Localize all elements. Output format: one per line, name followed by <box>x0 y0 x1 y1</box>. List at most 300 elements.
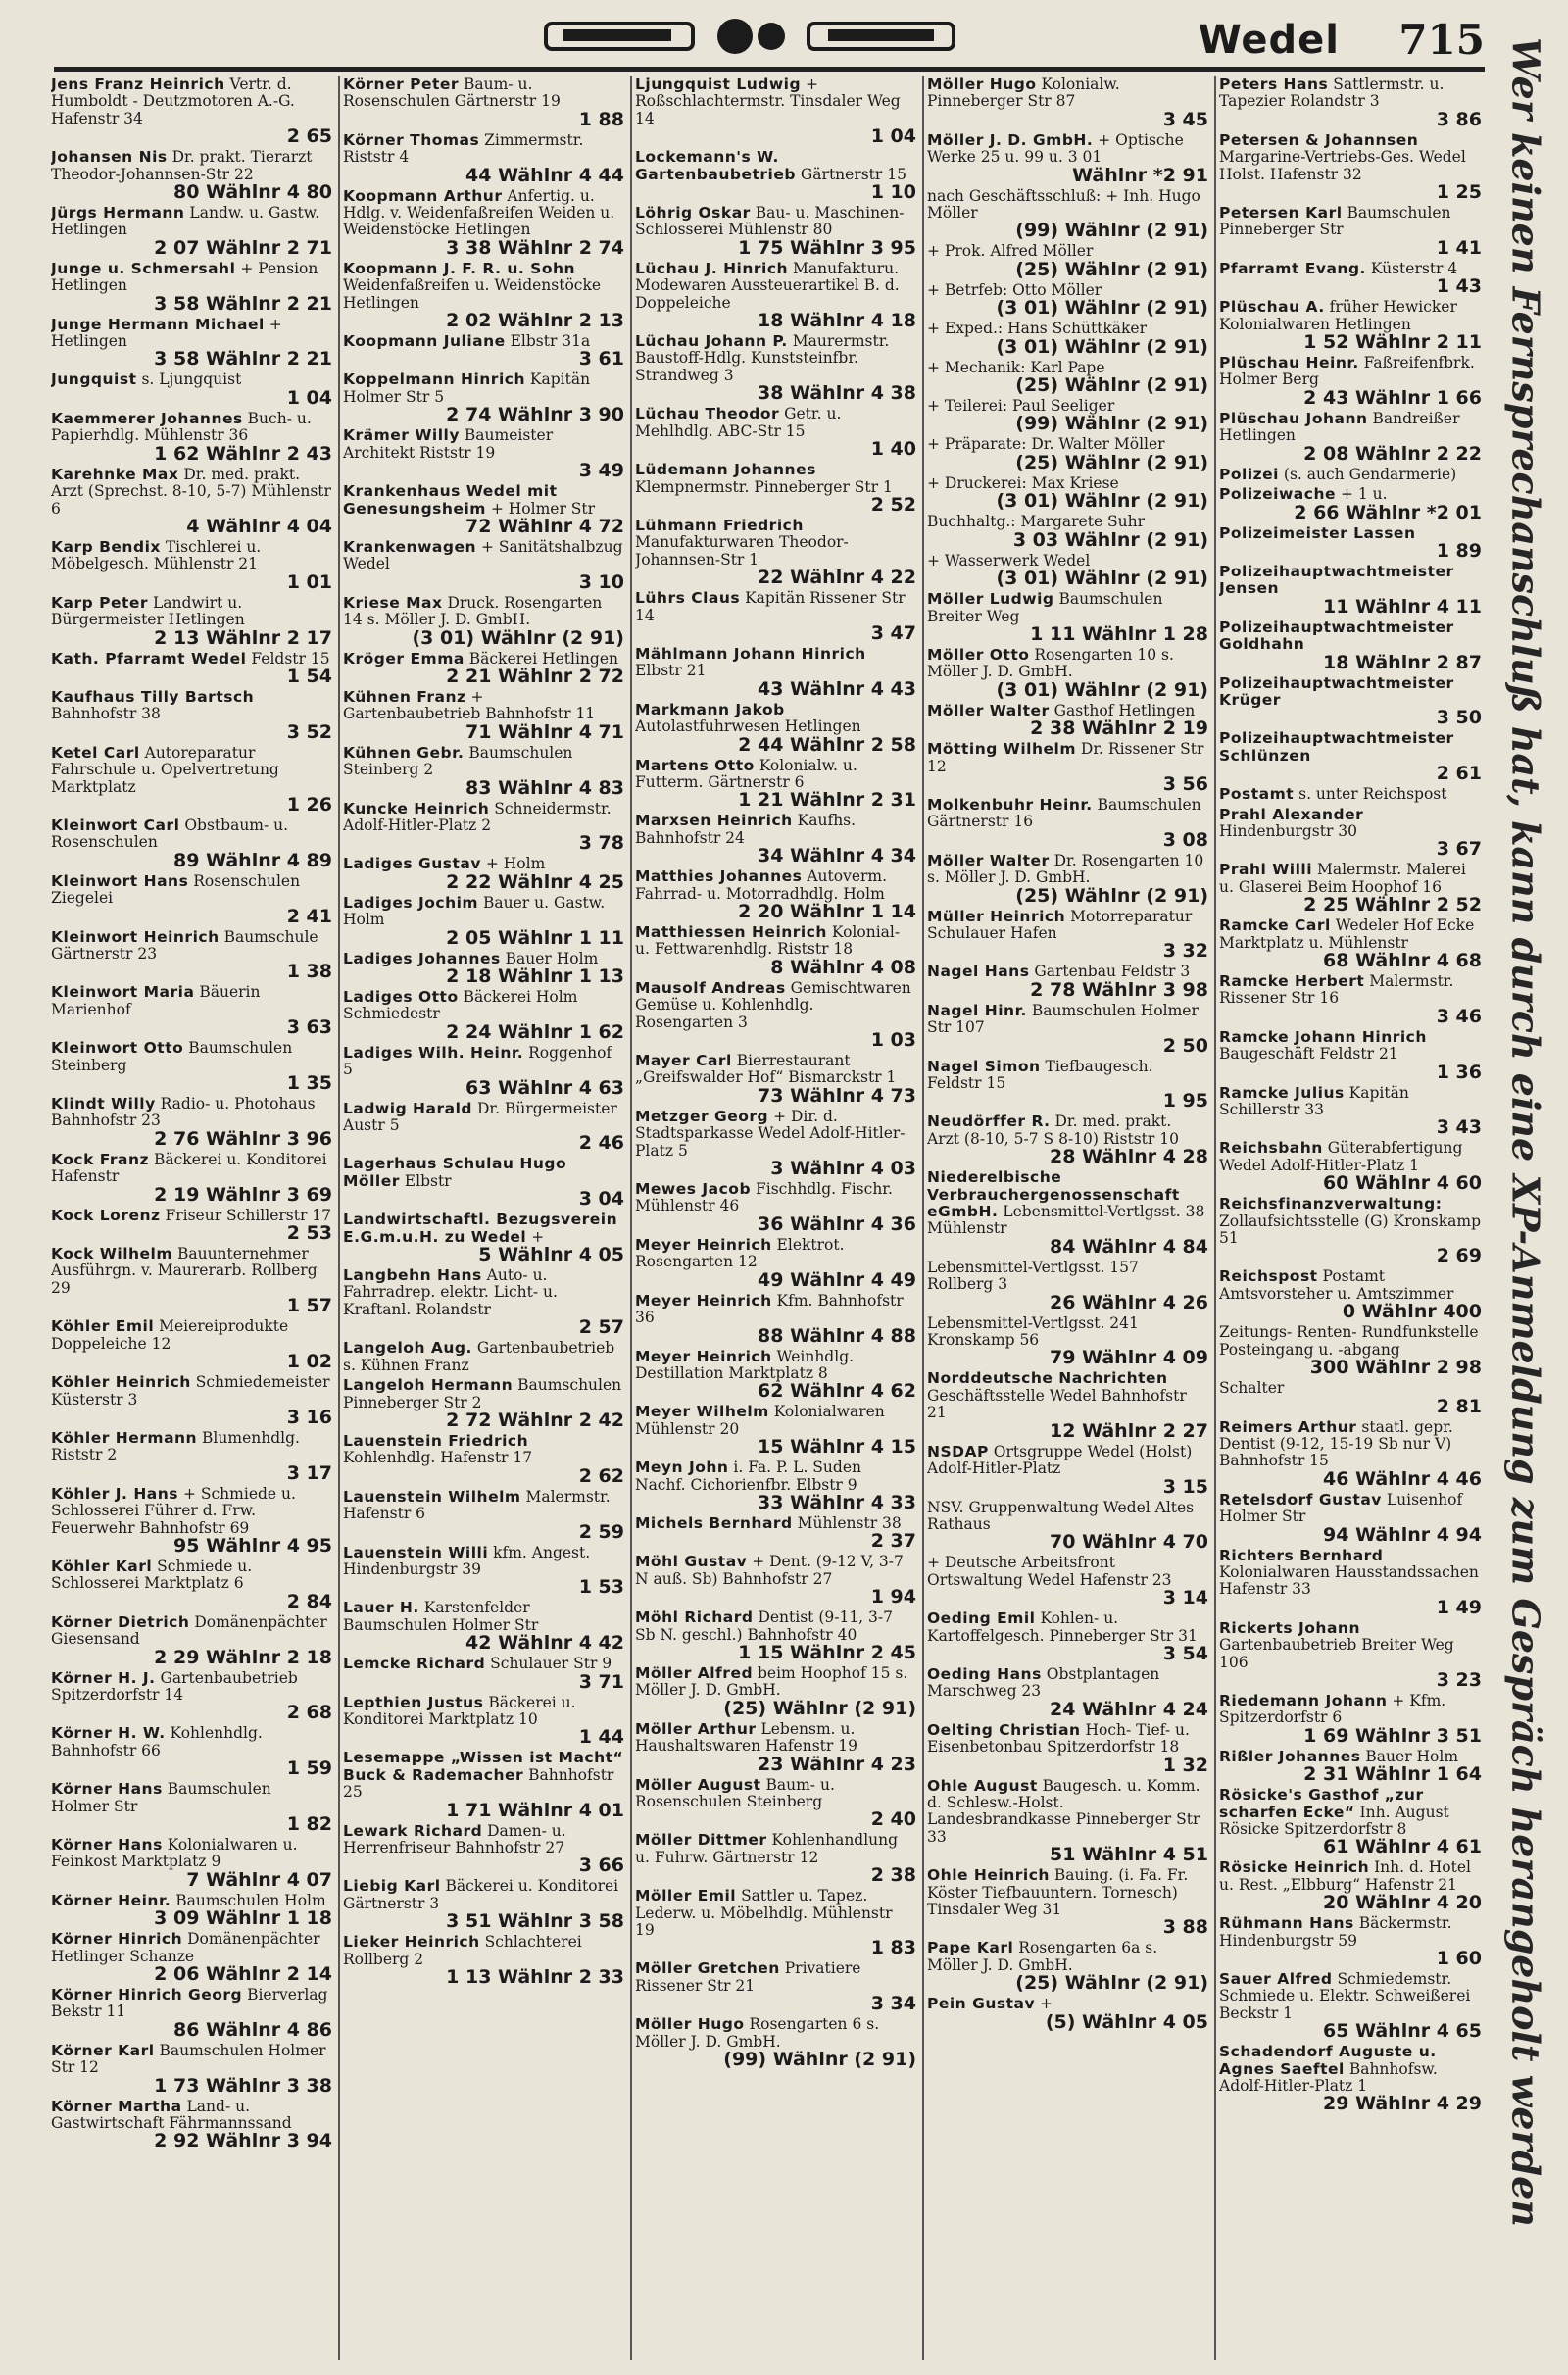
entry-phone-number: 94 Wählnr 4 94 <box>1323 1523 1482 1546</box>
listing-entry <box>927 1169 1208 1257</box>
entry-phone-number: 95 Wählnr 4 95 <box>173 1534 332 1557</box>
entry-name: Köhler J. Hans <box>51 1484 179 1503</box>
entry-description: Klempnermstr. Pinneberger Str 1 <box>635 477 893 496</box>
entry-description: + Kfm. Spitzerdorfstr 6 <box>1219 1691 1446 1727</box>
listing-entry <box>635 813 916 866</box>
listing-entry <box>927 1444 1208 1497</box>
entry-name: Polizeimeister Lassen <box>1219 523 1416 542</box>
entry-name: Metzger Georg <box>635 1107 769 1125</box>
entry-phone-number: 63 Wählnr 4 63 <box>466 1076 624 1099</box>
entry-name: Pfarramt Evang. <box>1219 259 1366 277</box>
listing-entry <box>343 132 624 185</box>
entry-description: + Holm <box>485 855 546 873</box>
entry-description: Margarine-Vertriebs-Ges. Wedel Holst. Hafenstr 32 <box>1219 148 1466 183</box>
entry-name: Ramcke Carl <box>1219 916 1331 935</box>
listing-entry <box>635 1109 916 1178</box>
entry-name: Jungquist <box>51 371 137 389</box>
entry-phone-number: 2 05 Wählnr 1 11 <box>446 926 624 949</box>
listing-entry <box>343 1045 624 1098</box>
entry-name: Johansen Nis <box>51 148 168 167</box>
listing-entry <box>1219 2044 1482 2113</box>
entry-phone-number: 3 10 <box>578 570 624 593</box>
listing-entry <box>51 1725 332 1778</box>
entry-description: Kolonial- u. Fettwarenhdlg. Riststr 18 <box>635 923 901 959</box>
listing-entry <box>1219 917 1482 970</box>
entry-phone-number: 1 38 <box>286 961 332 983</box>
entry-name: Kuncke Heinrich <box>343 799 490 817</box>
entry-phone-number: 3 38 Wählnr 2 74 <box>446 236 624 259</box>
entry-phone-number: (99) Wählnr (2 91) <box>723 2049 916 2071</box>
entry-phone-number: 1 10 <box>870 181 916 204</box>
entry-name: Plüschau Johann <box>1219 409 1368 427</box>
listing-entry <box>635 462 916 515</box>
entry-phone-number: 61 Wählnr 4 61 <box>1323 1836 1482 1858</box>
entry-name: Klindt Willy <box>51 1095 156 1113</box>
entry-description: Domänenpächter Hetlinger Schanze <box>51 1930 320 1965</box>
listing-entry <box>635 758 916 811</box>
entry-name: Körner Peter <box>343 76 460 93</box>
listing-entry <box>343 1101 624 1154</box>
entry-name: Junge Hermann Michael <box>51 315 265 333</box>
entry-name: Möller J. D. GmbH. <box>927 130 1094 149</box>
entry-name: Meyer Heinrich <box>635 1235 772 1254</box>
listing-entry <box>927 1113 1208 1166</box>
entry-phone-number: 2 50 <box>1162 1034 1208 1057</box>
entry-description: Kolonialwaren u. Feinkost Marktplatz 9 <box>51 1836 298 1871</box>
listing-entry <box>51 1893 332 1928</box>
entry-name: Mayer Carl <box>635 1052 732 1070</box>
entry-name: Karehnke Max <box>51 465 179 483</box>
entry-name: Krämer Willy <box>343 426 460 445</box>
listing-entry <box>343 1433 624 1486</box>
entry-phone-number: 1 69 Wählnr 3 51 <box>1303 1724 1482 1747</box>
entry-description: staatl. gepr. Dentist (9-12, 15-19 Sb nur V) Bahnhofstr 15 <box>1219 1417 1453 1470</box>
entry-phone-number: 2 29 Wählnr 2 18 <box>154 1646 332 1668</box>
entry-phone-number: 3 63 <box>286 1016 332 1039</box>
listing-entry <box>927 1555 1208 1608</box>
entry-name: Nagel Simon <box>927 1057 1041 1075</box>
entry-phone-number: 3 09 Wählnr 1 18 <box>154 1907 332 1930</box>
entry-name: Körner Hinrich Georg <box>51 1986 243 2004</box>
entry-name: Körner Hans <box>51 1836 163 1854</box>
entry-phone-number: 1 52 Wählnr 2 11 <box>1303 331 1482 354</box>
entry-description: Bandreißer Hetlingen <box>1219 409 1460 445</box>
entry-phone-number: 2 69 <box>1436 1245 1482 1267</box>
listing-entry <box>635 1181 916 1234</box>
entry-description: Motorreparatur Schulauer Hafen <box>927 907 1193 942</box>
listing-entry <box>927 1003 1208 1056</box>
entry-phone-number: 0 Wählnr 400 <box>1342 1301 1482 1323</box>
entry-description: Malermstr. Rissener Str 16 <box>1219 972 1454 1008</box>
entry-phone-number: 1 57 <box>286 1295 332 1317</box>
entry-phone-number: 23 Wählnr 4 23 <box>758 1753 916 1775</box>
entry-name: Kath. Pfarramt Wedel <box>51 649 247 668</box>
listing-entry <box>927 964 1208 999</box>
entry-name: Jürgs Hermann <box>51 204 185 223</box>
entry-name: Körner H. W. <box>51 1724 166 1743</box>
entry-phone-number: 24 Wählnr 4 24 <box>1050 1698 1208 1720</box>
entry-name: Körner Hinrich <box>51 1930 183 1949</box>
entry-name: Meyer Wilhelm <box>635 1403 769 1421</box>
listing-entry <box>927 243 1208 278</box>
entry-phone-number: 3 34 <box>870 1993 916 2015</box>
entry-name: Kock Lorenz <box>51 1206 161 1224</box>
entry-description: Bauer Holm <box>1365 1747 1459 1765</box>
entry-phone-number: (3 01) Wählnr (2 91) <box>996 678 1208 701</box>
entry-phone-number: 15 Wählnr 4 15 <box>758 1436 916 1459</box>
entry-name: Löhrig Oskar <box>635 204 751 223</box>
entry-phone-number: 2 92 Wählnr 3 94 <box>154 2130 332 2152</box>
entry-description: Kohlen- u. Kartoffelgesch. Pinneberger Str 31 <box>927 1609 1198 1645</box>
listing-entry <box>343 856 624 891</box>
entry-name: Liebig Karl <box>343 1877 441 1896</box>
entry-phone-number: 1 60 <box>1436 1948 1482 1970</box>
entry-name: Norddeutsche Nachrichten <box>927 1369 1168 1388</box>
listing-entry <box>1219 807 1482 860</box>
entry-phone-number: 3 23 <box>1436 1668 1482 1691</box>
entry-description: Gärtnerstr 15 <box>800 165 906 183</box>
entry-description: nach Geschäftsschluß: + Inh. Hugo Möller <box>927 186 1200 223</box>
entry-name: NSDAP <box>927 1442 989 1460</box>
entry-phone-number: 84 Wählnr 4 84 <box>1050 1235 1208 1258</box>
entry-name: Rösicke Heinrich <box>1219 1858 1370 1877</box>
listing-entry <box>635 149 916 202</box>
entry-phone-number: 44 Wählnr 4 44 <box>466 164 624 186</box>
listing-entry <box>927 909 1208 962</box>
listing-entry <box>1219 1787 1482 1856</box>
entry-description: + Teilerei: Paul Seeliger <box>927 397 1115 416</box>
listing-entry <box>51 2099 332 2152</box>
entry-name: Koopmann Arthur <box>343 186 503 205</box>
entry-name: Ladiges Jochim <box>343 893 479 912</box>
entry-name: Köhler Karl <box>51 1557 153 1575</box>
entry-name: Möller Dittmer <box>635 1831 767 1850</box>
entry-description: Auto- u. Fahrradrep. elektr. Licht- u. Kraftanl. Rolandstr <box>343 1266 558 1318</box>
entry-phone-number: 1 03 <box>870 1029 916 1052</box>
entry-phone-number: 3 50 <box>1436 707 1482 729</box>
entry-phone-number: 2 43 Wählnr 1 66 <box>1303 386 1482 409</box>
entry-name: Riedemann Johann <box>1219 1691 1388 1709</box>
entry-name: Polizeiwache <box>1219 485 1336 504</box>
listing-entry <box>927 1260 1208 1312</box>
listing-entry <box>635 205 916 258</box>
entry-phone-number: 1 40 <box>870 438 916 461</box>
listing-entry <box>1219 1620 1482 1690</box>
entry-description: Manufakturu. Modewaren Aussteuerartikel B. d. Doppeleiche <box>635 259 900 312</box>
entry-description: Baumschulen Gärtnerstr 16 <box>927 795 1201 831</box>
entry-name: Kaemmerer Johannes <box>51 409 243 427</box>
entry-name: Lauenstein Willi <box>343 1543 489 1561</box>
listing-entry <box>343 1600 624 1653</box>
entry-description: Kohlenhandlung u. Fuhrw. Gärtnerstr 12 <box>635 1831 899 1866</box>
entry-phone-number: 3 86 <box>1436 108 1482 130</box>
entry-description: Feldstr 15 <box>251 649 330 668</box>
entry-name: Meyn John <box>635 1459 729 1477</box>
entry-phone-number: 89 Wählnr 4 89 <box>173 849 332 871</box>
entry-phone-number: 3 58 Wählnr 2 21 <box>154 348 332 371</box>
listing-entry <box>927 360 1208 395</box>
listing-entry <box>635 924 916 977</box>
entry-name: Möller Ludwig <box>927 590 1054 609</box>
entry-name: Petersen & Johannsen <box>1219 130 1419 149</box>
entry-description: + Pension Hetlingen <box>51 259 318 295</box>
column-3 <box>635 76 916 2360</box>
entry-description: + Druckerei: Max Kriese <box>927 473 1119 492</box>
entry-phone-number: 2 76 Wählnr 3 96 <box>154 1127 332 1150</box>
entry-description: + Gartenbaubetrieb Bahnhofstr 11 <box>343 687 596 723</box>
entry-description: + <box>1040 1995 1054 2013</box>
entry-name: Reichspost <box>1219 1267 1318 1286</box>
listing-entry <box>1219 1419 1482 1489</box>
entry-description: Rosengarten 6 s. Möller J. D. GmbH. <box>635 2015 880 2051</box>
listing-entry <box>51 1781 332 1834</box>
listing-entry <box>51 1486 332 1556</box>
entry-name: Möller Walter <box>927 851 1050 869</box>
entry-phone-number: 68 Wählnr 4 68 <box>1323 950 1482 971</box>
listing-entry <box>343 1267 624 1337</box>
entry-name: Körner Martha <box>51 2097 182 2115</box>
entry-description: + Optische Werke 25 u. 99 u. 3 01 <box>927 130 1184 167</box>
entry-name: Möller Arthur <box>635 1719 757 1738</box>
listing-entry <box>51 1374 332 1427</box>
entry-description: Gartenbaubetrieb s. Kühnen Franz <box>343 1339 615 1374</box>
entry-name: Mötting Wilhelm <box>927 740 1076 759</box>
entry-description: + Hetlingen <box>51 315 282 351</box>
entry-phone-number: 11 Wählnr 4 11 <box>1323 595 1482 618</box>
listing-entry <box>51 817 332 870</box>
entry-name: Plüschau A. <box>1219 298 1325 317</box>
entry-phone-number: 3 15 <box>1162 1475 1208 1498</box>
entry-name: Pein Gustav <box>927 1995 1036 2013</box>
entry-phone-number: 3 43 <box>1436 1116 1482 1139</box>
entry-name: Köhler Emil <box>51 1317 155 1336</box>
listing-entry <box>343 1695 624 1748</box>
entry-phone-number: 60 Wählnr 4 60 <box>1323 1172 1482 1195</box>
entry-phone-number: 300 Wählnr 2 98 <box>1309 1357 1482 1379</box>
entry-name: Ohle Heinrich <box>927 1866 1050 1885</box>
entry-phone-number: 1 43 <box>1436 275 1482 298</box>
entry-description: Inh. d. Hotel u. Rest. „Elbburg“ Hafenstr 21 <box>1219 1858 1471 1894</box>
listing-entry <box>343 745 624 798</box>
column-1 <box>51 76 332 2360</box>
entry-description: früher Hewicker Kolonialwaren Hetlingen <box>1219 298 1457 333</box>
entry-description: Faßreifenfbrk. Holmer Berg <box>1219 354 1475 389</box>
entry-description: + Roßschlachtermstr. Tinsdaler Weg 14 <box>635 76 901 127</box>
listing-entry <box>1219 1324 1482 1377</box>
listing-entry <box>51 1096 332 1149</box>
entry-name: Ljungquist Ludwig <box>635 76 802 93</box>
entry-name: Langeloh Aug. <box>343 1339 472 1358</box>
entry-name: Kock Franz <box>51 1150 150 1168</box>
entry-name: Lesemappe „Wissen ist Macht“ Buck & Rademacher <box>343 1749 624 1784</box>
listing-entry <box>1219 261 1482 296</box>
entry-phone-number: 73 Wählnr 4 73 <box>758 1084 916 1107</box>
listing-entry <box>927 1370 1208 1440</box>
entry-name: Molkenbuhr Heinr. <box>927 795 1093 814</box>
listing-entry <box>635 1404 916 1457</box>
listing-entry <box>51 984 332 1037</box>
entry-description: Dr. Rosengarten 10 s. Möller J. D. GmbH. <box>927 851 1204 887</box>
entry-description: Rosengarten 10 s. Möller J. D. GmbH. <box>927 645 1174 681</box>
entry-name: Reichsfinanzverwaltung: <box>1219 1195 1443 1213</box>
entry-phone-number: 2 72 Wählnr 2 42 <box>446 1409 624 1431</box>
entry-description: Lebensmittel-Vertlgsst. 38 Mühlenstr <box>927 1203 1205 1238</box>
entry-description: Elbstr 31a <box>510 332 591 351</box>
entry-description: Bahnhofstr 38 <box>51 705 161 723</box>
entry-name: Koopmann Juliane <box>343 332 506 351</box>
entry-name: Ramcke Herbert <box>1219 972 1365 990</box>
entry-description: Dr. med. prakt. Arzt (8-10, 5-7 S 8-10) Riststr 10 <box>927 1113 1179 1148</box>
entry-name: Ladiges Johannes <box>343 949 501 967</box>
entry-phone-number: 3 78 <box>578 832 624 855</box>
listing-entry <box>51 149 332 202</box>
listing-entry <box>51 1931 332 1984</box>
entry-description: Bahnhofsw. Adolf-Hitler-Platz 1 <box>1219 2059 1438 2096</box>
entry-phone-number: 2 84 <box>286 1590 332 1612</box>
entry-description: Sattler u. Tapez. Lederw. u. Möbelhdlg. Mühlenstr 19 <box>635 1887 893 1940</box>
entry-description: Baumschulen Holmer Str 12 <box>51 2041 326 2077</box>
entry-phone-number: 8 Wählnr 4 08 <box>770 956 916 978</box>
listing-entry <box>635 1053 916 1106</box>
entry-description: Buch- u. Papierhdlg. Mühlenstr 36 <box>51 409 312 445</box>
entry-phone-number: 2 02 Wählnr 2 13 <box>446 310 624 332</box>
entry-name: Lieker Heinrich <box>343 1933 480 1952</box>
entry-description: Privatiere Rissener Str 21 <box>635 1959 861 1995</box>
entry-description: Küsterstr 4 <box>1370 259 1458 277</box>
entry-description: Luisenhof Holmer Str <box>1219 1490 1463 1526</box>
listing-entry <box>1219 132 1482 202</box>
entry-phone-number: 2 08 Wählnr 2 22 <box>1303 442 1482 465</box>
entry-phone-number: 1 11 Wählnr 1 28 <box>1030 622 1208 645</box>
listing-entry <box>51 76 332 146</box>
entry-name: Nagel Hans <box>927 963 1030 981</box>
entry-description: Wedeler Hof Ecke Marktplatz u. Mühlenstr <box>1219 916 1475 952</box>
entry-phone-number: 1 49 <box>1436 1596 1482 1618</box>
entry-description: Baugeschäft Feldstr 21 <box>1219 1045 1398 1064</box>
entry-name: Körner Dietrich <box>51 1612 190 1631</box>
entry-phone-number: (99) Wählnr (2 91) <box>1015 220 1208 242</box>
entry-description: Rosengarten 6a s. Möller J. D. GmbH. <box>927 1939 1158 1974</box>
entry-name: Junge u. Schmersahl <box>51 259 236 277</box>
entry-description: Baumschulen Holmer Str <box>51 1780 271 1815</box>
entry-name: Koppelmann Hinrich <box>343 371 525 389</box>
listing-entry <box>343 689 624 742</box>
listing-entry <box>635 1515 916 1551</box>
listing-entry <box>927 853 1208 906</box>
entry-description: Meiereiprodukte Doppeleiche 12 <box>51 1317 289 1353</box>
entry-phone-number: 1 02 <box>286 1351 332 1373</box>
entry-phone-number: 86 Wählnr 4 86 <box>173 2018 332 2041</box>
entry-phone-number: 3 71 <box>578 1670 624 1693</box>
entry-name: Möller Gretchen <box>635 1959 780 1978</box>
entry-name: Lockemann's W. Gartenbaubetrieb <box>635 148 796 183</box>
entry-description: Bau- u. Maschinen-Schlosserei Mühlenstr 80 <box>635 204 905 239</box>
entry-name: Ladiges Wilh. Heinr. <box>343 1043 524 1062</box>
entry-name: Prahl Willi <box>1219 861 1313 879</box>
entry-phone-number: 1 36 <box>1436 1061 1482 1083</box>
listing-entry <box>927 475 1208 511</box>
entry-name: Kaufhaus Tilly Bartsch <box>51 687 255 706</box>
entry-description: + Betrfeb: Otto Möller <box>927 280 1102 299</box>
entry-description: Lebensm. u. Haushaltswaren Hafenstr 19 <box>635 1719 858 1756</box>
listing-entry <box>51 317 332 370</box>
entry-phone-number: 2 06 Wählnr 2 14 <box>154 1963 332 1986</box>
entry-phone-number: 3 67 <box>1436 838 1482 861</box>
entry-name: Müller Heinrich <box>927 907 1066 925</box>
entry-name: Postamt <box>1219 785 1295 804</box>
entry-name: Lühmann Friedrich <box>635 516 804 534</box>
entry-name: Sauer Alfred <box>1219 1970 1333 1989</box>
entry-description: + Prok. Alfred Möller <box>927 242 1094 261</box>
entry-phone-number: 3 Wählnr 4 03 <box>770 1158 916 1180</box>
entry-description: Schalter <box>1219 1379 1285 1398</box>
entry-phone-number: 79 Wählnr 4 09 <box>1050 1347 1208 1369</box>
entry-name: Möller August <box>635 1775 761 1794</box>
entry-phone-number: 3 51 Wählnr 3 58 <box>446 1910 624 1933</box>
listing-entry <box>1219 675 1482 728</box>
listing-entry <box>1219 299 1482 352</box>
entry-phone-number: 34 Wählnr 4 34 <box>758 845 916 867</box>
listing-entry <box>635 980 916 1050</box>
entry-phone-number: (25) Wählnr (2 91) <box>1015 451 1208 473</box>
listing-entry <box>927 553 1208 588</box>
entry-name: Kröger Emma <box>343 649 465 668</box>
listing-entry <box>343 188 624 258</box>
listing-entry <box>51 411 332 464</box>
entry-description: + Dent. (9-12 V, 3-7 N auß. Sb) Bahnhofstr 27 <box>635 1553 904 1588</box>
entry-phone-number: 2 41 <box>286 905 332 927</box>
entry-name: Köhler Hermann <box>51 1428 198 1447</box>
entry-description: Bahnhofstr 25 <box>343 1765 614 1802</box>
listing-entry <box>1219 355 1482 408</box>
entry-description: Tischlerei u. Möbelgesch. Mühlenstr 21 <box>51 537 262 573</box>
entry-description: Kohlenhdlg. Bahnhofstr 66 <box>51 1724 263 1759</box>
entry-description: Geschäftsstelle Wedel Bahnhofstr 21 <box>927 1386 1187 1422</box>
entry-description: Dr. prakt. Tierarzt Theodor-Johannsen-Str 22 <box>51 148 313 183</box>
listing-entry <box>1219 1196 1482 1265</box>
entry-phone-number: 2 25 Wählnr 2 52 <box>1303 894 1482 916</box>
entry-phone-number: 3 61 <box>578 348 624 371</box>
listing-entry <box>927 647 1208 700</box>
entry-name: Lagerhaus Schulau Hugo Möller <box>343 1155 567 1190</box>
listing-entry <box>51 371 332 407</box>
entry-description: Ortsgruppe Wedel (Holst) Adolf-Hitler-Platz <box>927 1442 1193 1478</box>
entry-phone-number: (25) Wählnr (2 91) <box>1015 258 1208 280</box>
entry-phone-number: 3 52 <box>286 720 332 743</box>
listing-entry <box>927 1778 1208 1865</box>
listing-entry <box>927 321 1208 356</box>
entry-phone-number: 1 94 <box>870 1586 916 1608</box>
entry-description: i. Fa. P. L. Suden Nachf. Cichorienfbr. Elbstr 9 <box>635 1459 861 1494</box>
entry-phone-number: 3 32 <box>1162 940 1208 963</box>
listing-entry <box>927 76 1208 129</box>
entry-description: Bauunternehmer Ausführgn. v. Maurerarb. Rollberg 29 <box>51 1245 318 1297</box>
listing-entry <box>635 2016 916 2069</box>
entry-name: Koopmann J. F. R. u. Sohn <box>343 259 576 277</box>
entry-phone-number: 1 26 <box>286 793 332 816</box>
entry-phone-number: 3 56 <box>1162 772 1208 795</box>
listing-entry <box>51 539 332 592</box>
entry-name: Ramcke Johann Hinrich <box>1219 1027 1427 1046</box>
entry-phone-number: 18 Wählnr 4 18 <box>758 310 916 332</box>
entry-description: Bäckerei u. Konditorei Marktplatz 10 <box>343 1693 576 1728</box>
listing-entry <box>635 518 916 587</box>
entry-description: Bäckerei Holm Schmiedestr <box>343 988 578 1023</box>
entry-name: Kock Wilhelm <box>51 1245 173 1263</box>
entry-phone-number: 3 04 <box>578 1188 624 1211</box>
entry-description: Getr. u. Mehlhdlg. ABC-Str 15 <box>635 405 842 440</box>
listing-entry <box>635 333 916 403</box>
